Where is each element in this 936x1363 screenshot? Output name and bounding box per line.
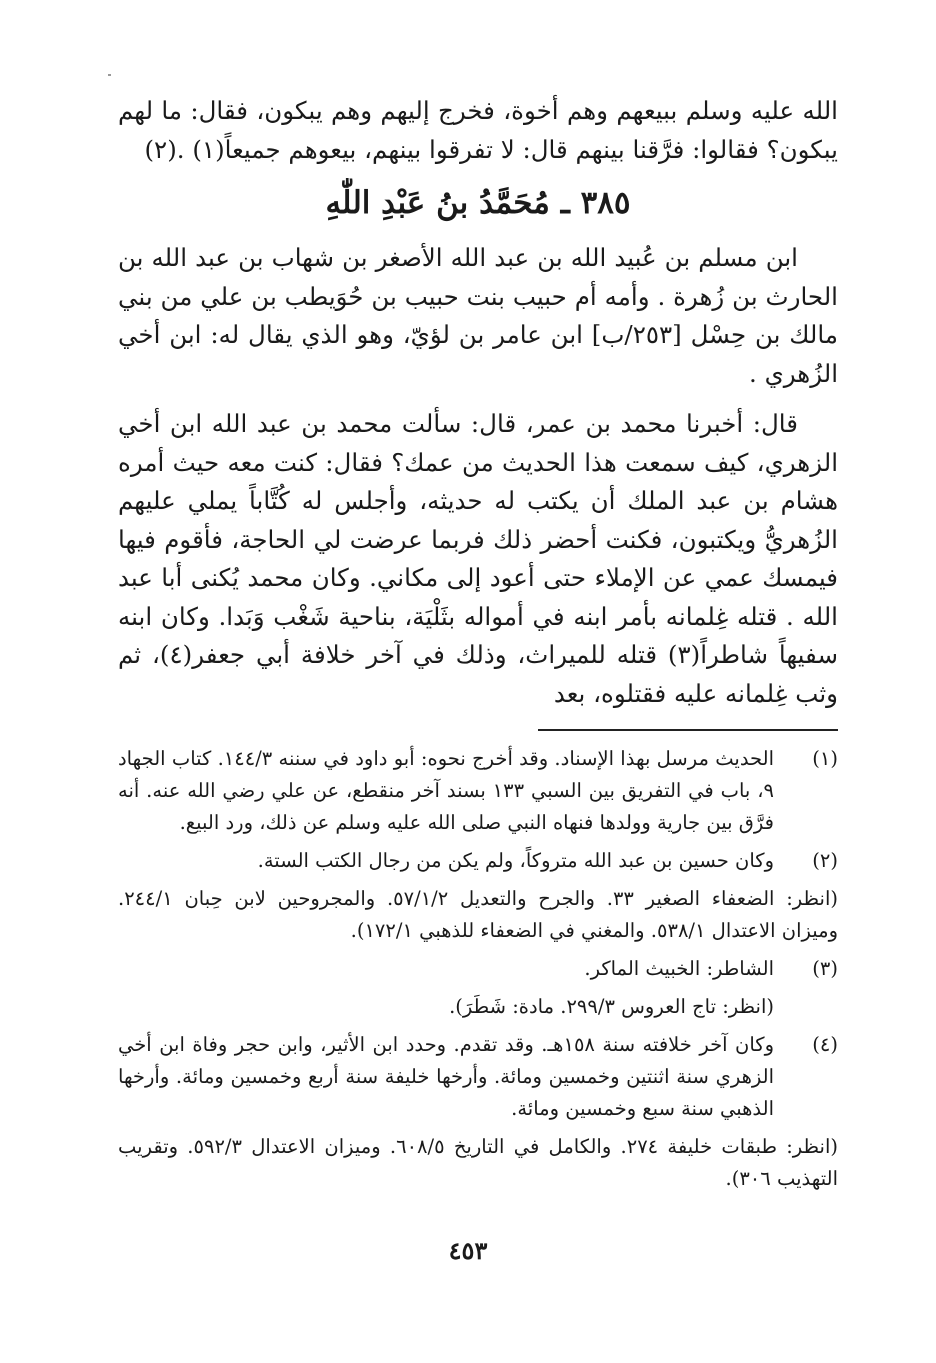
footnote-number: (١) (812, 746, 838, 770)
page-body (118, 92, 838, 1201)
footnote-1 (118, 743, 838, 839)
footnote-2-reference: (انظر: الضعفاء الصغير ٣٣. والجرح والتعديل ٥٧/١/٢. والمجروحين لابن حِبان ٢٤٤/١. وميزان الاعتدال ٥٣٨/١. والمغني في الضعفاء للذهبي ١٧٢/١). (118, 886, 838, 942)
page-number: ٤٥٣ (448, 1236, 488, 1265)
footnote-text: الشاطر: الخبيث الماكر. (584, 956, 774, 980)
footnote-number: (٤) (812, 1032, 838, 1056)
footnotes (118, 743, 838, 1195)
footnote-text: وكان آخر خلافته سنة ١٥٨هـ. وقد تقدم. وحدد ابن الأثير، وابن حجر وفاة ابن أخي الزهري سنة اثنتين وخمسين ومائة. وأرخها خليفة سنة أربع وخمسين ومائة. وأرخها الذهبي سنة سبع وخمسين ومائة. (118, 1032, 774, 1120)
footnote-number: (٣) (812, 956, 838, 980)
footnote-text: الحديث مرسل بهذا الإسناد. وقد أخرج نحوه: أبو داود في سننه ١٤٤/٣. كتاب الجهاد ٩، باب في التفريق بين السبي ١٣٣ بسند آخر منقطع، عن علي رضي الله عنه. أنه فرَّق بين جارية وولدها فنهاه النبي صلى الله عليه وسلم عن ذلك، ورد البيع. (118, 746, 774, 834)
intro-paragraph: الله عليه وسلم ببيعهم وهم أخوة، فخرج إليهم وهم يبكون، فقال: ما لهم يبكون؟ فقالوا: فرَّقنا بينهم قال: لا تفرقوا بينهم، بيعوهم جميعاً(١) .(٢) (118, 96, 838, 164)
biography-paragraph: ابن مسلم بن عُبيد الله بن عبد الله الأصغر بن شهاب بن عبد الله بن الحارث بن زُهرة . وأمه أم حبيب بنت حبيب بن حُوَيطب بن علي من بني مالك بن حِسْل [٢٥٣/ب] ابن عامر بن لؤيّ، وهو الذي يقال له: ابن أخي الزُهري . (118, 243, 838, 388)
footnote-3 (118, 953, 838, 985)
footnote-4 (118, 1029, 838, 1125)
footnote-3-reference: (انظر: تاج العروس ٢٩٩/٣. مادة: شَطَرَ). (449, 994, 774, 1018)
footnote-text: وكان حسين بن عبد الله متروكاً، ولم يكن من رجال الكتب الستة. (257, 848, 774, 872)
footnote-2 (118, 845, 838, 877)
entry-heading: ٣٨٥ ـ مُحَمَّدُ بنُ عَبْدِ اللّٰهِ (325, 185, 631, 221)
footnote-separator (538, 729, 838, 731)
margin-mark (108, 74, 111, 76)
narration-paragraph: قال: أخبرنا محمد بن عمر، قال: سألت محمد بن عبد الله ابن أخي الزهري، كيف سمعت هذا الحديث من عمك؟ فقال: كنت معه حيث أمره هشام بن عبد الملك أن يكتب له حديثه، وأجلس له كُتَّاباً يملي عليهم الزُهريُّ ويكتبون، فكنت أحضر ذلك فربما عرضت لي الحاجة، فأقوم فيها فيمسك عمي عن الإملاء حتى أعود إلى مكاني. وكان محمد يُكنى أبا عبد الله . قتله غِلمانه بأمر ابنه في أمواله بثَلْيَة، بناحية شَغْب وَبَدا. وكان ابنه سفيهاً شاطراً(٣) قتله للميراث، وذلك في آخر خلافة أبي جعفر(٤)، ثم وثب غِلمانه عليه فقتلوه، بعد (118, 409, 838, 708)
footnote-number: (٢) (812, 848, 838, 872)
footnote-4-reference: (انظر: طبقات خليفة ٢٧٤. والكامل في التاريخ ٦٠٨/٥. وميزان الاعتدال ٥٩٢/٣. وتقريب التهذيب ٣٠٦). (118, 1134, 839, 1190)
